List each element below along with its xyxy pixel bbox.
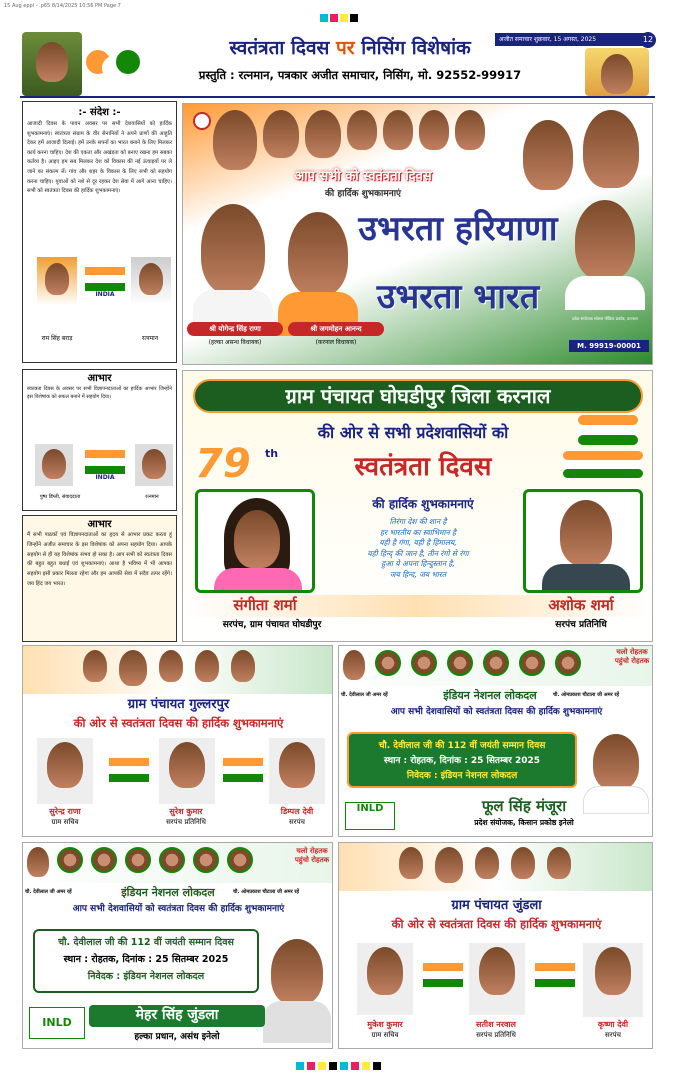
ad1-slogan1: उभरता हरियाणा <box>358 209 558 249</box>
ad6-p3: कृष्णा देवी <box>597 1020 629 1029</box>
ad2-name2: अशोक शर्मा <box>548 596 614 614</box>
ad5-event-box: चौ. देवीलाल जी की 112 वीं जयंती सम्मान दिवस स्थान : रोहतक, दिनांक : 25 सितम्बर 2025 निवेदक : इंडियन नेशनल लोकदल <box>33 929 259 993</box>
leaders-right <box>523 110 643 194</box>
register-line <box>0 14 677 16</box>
masthead-title: स्वतंत्रता दिवस पर निसिंग विशेषांक <box>229 37 471 59</box>
sandesh-heading: :- संदेश :- <box>78 107 121 118</box>
masthead <box>20 30 655 98</box>
ad5-inld-logo: INLD <box>29 1007 85 1039</box>
portrait-suresh <box>159 738 215 804</box>
ad6-flag-2 <box>535 963 575 987</box>
ad5-role: हल्का प्रधान, असंध इनेलो <box>134 1032 220 1042</box>
ad4-tag-right: चौ. ओमप्रकाश चौटाला जी अमर रहें <box>553 692 620 698</box>
portrait-mukesh <box>357 943 413 1015</box>
aabhar1-body: स्वतंत्रता दिवस के अवसर पर सभी विज्ञापनदाताओं का हार्दिक आभार जिन्होंने इस विशेषांक को सफल बनाने में सहयोग दिया। <box>27 386 172 400</box>
sandesh-person2: रत्नमान <box>141 335 159 342</box>
ad1-name3: प्रवीन नरवाल <box>587 303 625 312</box>
sandesh-body: आजादी दिवस के पावन अवसर पर सभी देशवासियों को हार्दिक शुभकामनाएं। स्वतंत्रता संग्राम के वीर सेनानियों ने अपने प्राणों की आहुति देकर हमें आजादी दिलाई। हमें उनके सपनों का भारत बनाने के लिए मिलकर कार्य करना चाहिए। देश की एकता और अखंडता को बनाए रखना हम सबका कर्तव्य है। आइए हम सब मिलकर देश को विकास की नई ऊंचाइयों पर ले जाने का संकल्प लें। गांव और शहर के विकास के लिए सभी को सहयोग करना चाहिए। युवाओं को नशे से दूर रहकर देश सेवा में आगे आना चाहिए। सभी को स्वतंत्रता दिवस की हार्दिक शुभकामनाएं। <box>27 121 172 195</box>
portrait-surender <box>37 738 93 804</box>
sandesh-person1: राम सिंह बराड़ <box>41 335 73 342</box>
portrait-jagmohan <box>278 212 358 336</box>
ad2-poem: तिरंगा देश की शान है हर भारतीय का स्वाभिमान है यही है गंगा, यही है हिमालय, यही हिन्द् की जान है, तीन रंगो से रंगा हुआ ये अपना हिन्दुस्तान है, जय हिन्द, जय भारत <box>367 517 469 579</box>
ad-inld-phool-singh <box>338 645 653 837</box>
ad5-name: मेहर सिंह जुंडला <box>89 1005 265 1027</box>
ad5-party: इंडियन नेशनल लोकदल <box>121 886 215 899</box>
ad1-mobile: M. 99919-00001 <box>569 340 649 352</box>
ad6-r3: सरपंच <box>604 1031 622 1039</box>
ad2-line: की ओर से सभी प्रदेशवासियों को <box>317 423 509 442</box>
ad4-event-box: चौ. देवीलाल जी की 112 वीं जयंती सम्मान दिवस स्थान : रोहतक, दिनांक : 25 सितम्बर 2025 निवेदक : इंडियन नेशनल लोकदल <box>347 732 577 788</box>
bottom-color-bar <box>0 1062 677 1072</box>
india-flag-graphic-2: INDIA <box>85 450 125 486</box>
ad-jundla <box>338 842 653 1049</box>
portrait-ratnaman <box>131 257 171 305</box>
ad4-name: फूल सिंह मंजूरा <box>481 797 567 815</box>
portrait-ratnaman-2 <box>135 444 173 486</box>
ad6-title: ग्राम पंचायत जुंडला <box>451 898 542 913</box>
ad6-p1: मुकेश कुमार <box>367 1020 403 1029</box>
ad4-leaders-band <box>339 646 653 686</box>
ad2-role2: सरपंच प्रतिनिधि <box>555 620 607 630</box>
aabhar1-person2: रत्नमान <box>145 494 159 500</box>
ad5-corner: चलो रोहतक पहुंचो रोहतक <box>294 847 330 864</box>
ad2-wish: की हार्दिक शुभकामनाएं <box>372 497 474 511</box>
ad5-tag-left: चौ. देवीलाल जी अमर रहें <box>25 889 72 895</box>
ad3-leaders-band <box>23 646 333 694</box>
aabhar2-box <box>22 515 177 642</box>
aabhar1-person1: पुष्प डिंग्ली, संवाददाता <box>39 494 81 500</box>
ad3-r2: सरपंच प्रतिनिधि <box>166 818 206 826</box>
page-number: 12 <box>640 32 656 48</box>
ad3-r1: ग्राम सचिव <box>51 818 79 826</box>
ad-ubharta-haryana <box>182 103 653 365</box>
ad6-flag-1 <box>423 963 463 987</box>
portrait-yogender <box>193 204 273 334</box>
ad5-wish: आप सभी देशवासियों को स्वतंत्रता दिवस की हार्दिक शुभकामनाएं <box>72 904 285 914</box>
ad3-title: ग्राम पंचायत गुल्लरपुर <box>127 697 230 712</box>
aabhar1-heading: आभार <box>87 373 112 384</box>
masthead-subtitle: प्रस्तुति : रत्नमान, पत्रकार अजीत समाचार, निसिंग, मो. 92552-99917 <box>198 68 522 82</box>
portrait-praveen <box>565 200 645 310</box>
ad6-r2: सरपंच प्रतिनिधि <box>476 1031 516 1039</box>
ad4-tag-left: चौ. देवीलाल जी अमर रहें <box>341 692 388 698</box>
ad3-p2: सुरेश कुमार <box>169 807 203 816</box>
portrait-krishna <box>583 943 643 1017</box>
ad6-leaders-band <box>339 843 653 891</box>
ad1-slogan2: उभरता भारत <box>376 277 540 317</box>
ad2-flag-waves-2 <box>563 451 643 479</box>
masthead-date: अजीत समाचार शुक्रवार, 15 अगस्त, 2025 <box>495 33 645 46</box>
ad1-greet1: आप सभी को स्वतंत्रता दिवस <box>294 169 432 184</box>
ad1-name1: श्री योगेन्द्र सिंह राणा <box>187 322 283 336</box>
ad4-role: प्रदेश संयोजक, किसान प्रकोष्ठ इनेलो <box>474 818 574 827</box>
ad2-title: ग्राम पंचायत घोघडीपुर जिला करनाल <box>193 379 643 413</box>
ad3-wish: की ओर से स्वतंत्रता दिवस की हार्दिक शुभकामनाएं <box>73 716 284 730</box>
portrait-mehar-singh <box>263 939 331 1043</box>
ad1-role1: (हल्का असन्ध विधायक) <box>208 339 262 346</box>
ad2-name1: संगीता शर्मा <box>233 596 297 614</box>
party-emblem <box>193 112 211 130</box>
ad2-flag-waves <box>578 415 638 445</box>
ad-ghoghadipur <box>182 370 653 642</box>
flag-balloons-left <box>86 50 136 80</box>
ad3-flag-1 <box>109 758 149 782</box>
ad5-leaders-band <box>23 843 333 883</box>
ad5-tag-right: चौ. ओमप्रकाश चौटाला जी अमर रहें <box>233 889 300 895</box>
ad1-name2: श्री जगमोहन आनन्द <box>288 322 384 336</box>
ad4-corner: चलो रोहतक पहुंचो रोहतक <box>614 648 650 665</box>
ad-gullarpur <box>22 645 333 837</box>
leaders-row <box>213 110 533 170</box>
aabhar2-body: मैं सभी पाठकों एवं विज्ञापनदाताओं का हृदय से आभार प्रकट करता हूं जिन्होंने अजीत समाचार के इस विशेषांक को अपना सहयोग दिया। आपके सहयोग से ही यह विशेषांक संभव हो सका है। आप सभी को स्वतंत्रता दिवस की बहुत बहुत बधाई एवं शुभकामनाएं। आशा है भविष्य में भी आपका सहयोग इसी प्रकार मिलता रहेगा और हम आपकी सेवा में सदैव तत्पर रहेंगे। जय हिंद जय भारत। <box>27 532 172 587</box>
ad3-p1: सुरेन्द्र राणा <box>49 807 81 816</box>
ad6-p2: सतीश नरवाल <box>476 1020 516 1029</box>
ad1-greet2: की हार्दिक शुभकामनाएं <box>324 189 402 199</box>
ad2-number: 79 <box>195 441 251 487</box>
ad2-event: स्वतंत्रता दिवस <box>354 452 492 482</box>
ad4-inld-logo: INLD <box>345 802 395 830</box>
ad3-flag-2 <box>223 758 263 782</box>
aabhar2-heading: आभार <box>87 519 112 530</box>
ad4-party: इंडियन नेशनल लोकदल <box>443 689 537 702</box>
ad1-role3: प्रदेश संयोजक सोशल मीडिया प्रकोष्ठ, करनाल <box>572 316 638 321</box>
portrait-pushp <box>35 444 73 486</box>
ad2-role1: सरपंच, ग्राम पंचायत घोघडीपुर <box>222 620 322 630</box>
aabhar1-box <box>22 369 177 511</box>
portrait-satish <box>469 943 525 1015</box>
ad4-wish: आप सभी देशवासियों को स्वतंत्रता दिवस की हार्दिक शुभकामनाएं <box>390 707 603 717</box>
ad3-r3: सरपंच <box>288 818 306 826</box>
portrait-right <box>585 48 649 96</box>
portrait-ram-singh <box>37 257 77 305</box>
ad6-wish: की ओर से स्वतंत्रता दिवस की हार्दिक शुभकामनाएं <box>391 917 602 931</box>
ad2-th: th <box>265 447 279 460</box>
ad6-r1: ग्राम सचिव <box>371 1031 399 1039</box>
portrait-left <box>22 32 82 96</box>
portrait-ashok <box>523 489 643 593</box>
sandesh-box <box>22 101 177 363</box>
india-flag-graphic: INDIA <box>85 267 125 307</box>
ad-inld-mehar-singh <box>22 842 333 1049</box>
ad1-role2: (करनाल विधायक) <box>315 339 357 346</box>
print-slug: 15 Aug eppl - .p65 8/14/2025 10:56 PM Page 7 <box>4 3 121 9</box>
portrait-dimpal <box>269 738 325 804</box>
portrait-sangeeta <box>195 489 315 593</box>
ad3-p3: डिम्पल देवी <box>280 807 314 816</box>
